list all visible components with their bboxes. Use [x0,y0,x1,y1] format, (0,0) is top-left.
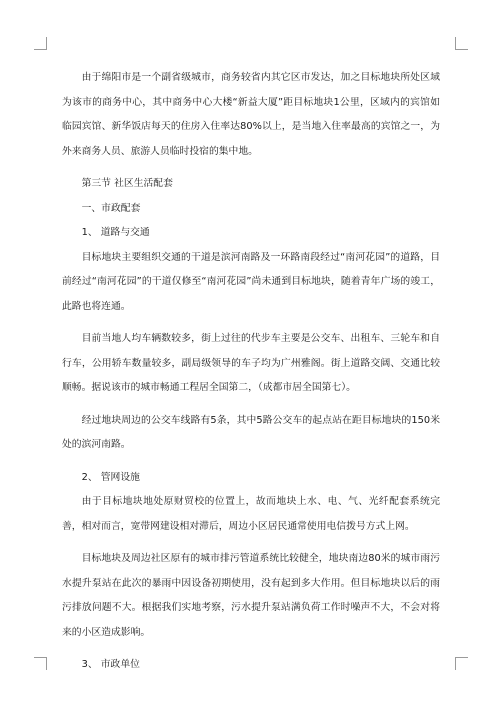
item-heading-pipelines: 2、 管网设施 [81,471,140,483]
paragraph-vehicles: 目前当地人均车辆数较多，街上过往的代步车主要是公交车、出租车、三轮车和自行车，公用轿车数量较多，副局级领导的车子均为广州雅阁。街上道路交阔、交通比较顺畅。据说该市的城市畅通工程居全国第二，（成都市居全国第七）。 [62,333,440,393]
document-body [62,66,440,678]
paragraph-utilities: 由于目标地块地处原财贸校的位置上，故而地块上水、电、气、光纤配套系统完善，相对而言，宽带网建设相对滞后，周边小区居民通常使用电信拨号方式上网。 [62,496,440,532]
item-heading-roads: 1、 道路与交通 [81,227,150,238]
crop-mark-bottom-left [34,657,47,670]
paragraph-business-center: 由于绵阳市是一个副省级城市，商务较省内其它区市发达，加之目标地块所处区域为该市的商务中心，其中商务中心大楼“新益大厦”距目标地块1公里，区域内的宾馆如临园宾馆、新华饭店每天的住房入住率达80%以上，是当地入住率最高的宾馆之一，为外来商务人员、旅游人员临时投宿的集中地。 [62,72,440,157]
paragraph-bus-lines: 经过地块周边的公交车线路有5条，其中5路公交车的起点站在距目标地块的150米处的滨河南路。 [62,414,440,450]
paragraph-drainage: 目标地块及周边社区原有的城市排污管道系统比较健全，地块南边80米的城市雨污水提升泵站在此次的暴雨中因设备初期使用，没有起到多大作用。但目标地块以后的雨污排放问题不大。根据我们实地考察，污水提升泵站满负荷工作时噪声不大，不会对将来的小区造成影响。 [62,553,440,638]
item-heading-municipal-units: 3、 市政单位 [81,659,140,670]
subsection-heading-municipal: 一、市政配套 [81,202,141,214]
crop-mark-top-left [34,37,47,50]
crop-mark-top-right [455,37,468,50]
paragraph-main-roads: 目标地块主要组织交通的干道是滨河南路及一环路南段经过“南河花园”的道路，目前经过“南河花园”的干道仅修至“南河花园”尚未通到目标地块，随着青年广场的竣工，此路也将连通。 [62,251,440,312]
crop-mark-bottom-right [455,657,468,670]
section-heading: 第三节 社区生活配套 [81,178,173,189]
